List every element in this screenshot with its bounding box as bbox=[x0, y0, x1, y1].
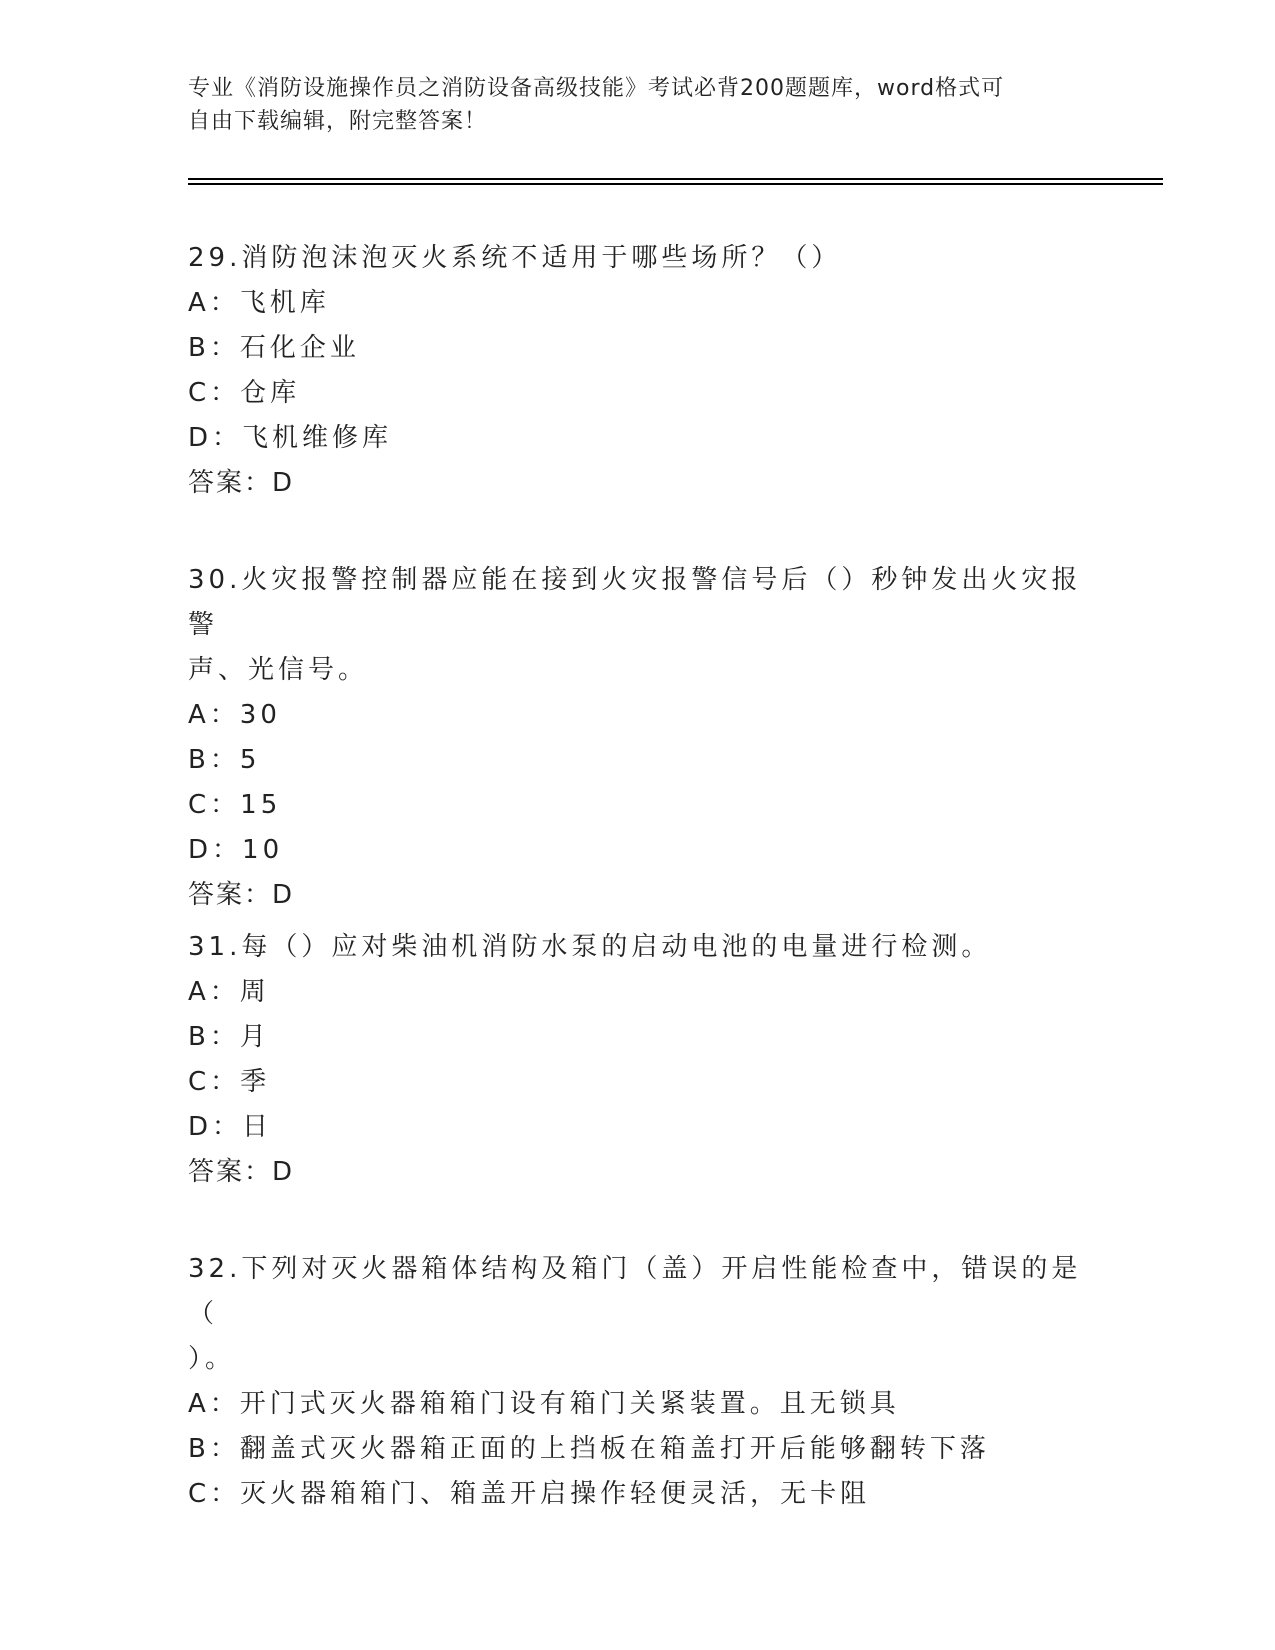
question-text: 31.每（）应对柴油机消防水泵的启动电池的电量进行检测。 bbox=[188, 932, 992, 962]
question-text-line-1: 30.火灾报警控制器应能在接到火灾报警信号后（）秒钟发出火灾报警 bbox=[188, 565, 1082, 640]
option-d: D：飞机维修库 bbox=[188, 423, 393, 453]
header-line-2: 自由下载编辑，附完整答案！ bbox=[188, 109, 488, 134]
option-d: D：日 bbox=[188, 1112, 273, 1142]
option-c: C：灭火器箱箱门、箱盖开启操作轻便灵活，无卡阻 bbox=[188, 1479, 871, 1509]
option-c: C：仓库 bbox=[188, 378, 301, 408]
option-c: C：15 bbox=[188, 790, 282, 820]
answer: 答案：D bbox=[188, 1157, 295, 1187]
option-d: D：10 bbox=[188, 835, 284, 865]
option-b: B：5 bbox=[188, 745, 261, 775]
option-a: A：开门式灭火器箱箱门设有箱门关紧装置。且无锁具 bbox=[188, 1389, 900, 1419]
header-divider-top bbox=[188, 178, 1163, 180]
question-32 bbox=[188, 1247, 1088, 1517]
document-header bbox=[188, 72, 1088, 138]
question-29 bbox=[188, 236, 1088, 506]
answer: 答案：D bbox=[188, 468, 295, 498]
option-b: B：翻盖式灭火器箱正面的上挡板在箱盖打开后能够翻转下落 bbox=[188, 1434, 990, 1464]
option-c: C：季 bbox=[188, 1067, 271, 1097]
option-a: A：飞机库 bbox=[188, 288, 330, 318]
option-b: B：月 bbox=[188, 1022, 270, 1052]
question-text-line-2: ）。 bbox=[188, 1344, 236, 1374]
question-30 bbox=[188, 558, 1088, 918]
question-31 bbox=[188, 925, 1088, 1195]
answer: 答案：D bbox=[188, 880, 295, 910]
header-line-1: 专业《消防设施操作员之消防设备高级技能》考试必背200题题库，word格式可 bbox=[188, 76, 1005, 101]
option-a: A：周 bbox=[188, 977, 270, 1007]
question-text: 29.消防泡沫泡灭火系统不适用于哪些场所？（） bbox=[188, 243, 842, 273]
header-divider-bottom bbox=[188, 183, 1163, 185]
option-b: B：石化企业 bbox=[188, 333, 360, 363]
option-a: A：30 bbox=[188, 700, 281, 730]
question-text-line-1: 32.下列对灭火器箱体结构及箱门（盖）开启性能检查中，错误的是（ bbox=[188, 1254, 1082, 1329]
question-text-line-2: 声、光信号。 bbox=[188, 655, 369, 685]
